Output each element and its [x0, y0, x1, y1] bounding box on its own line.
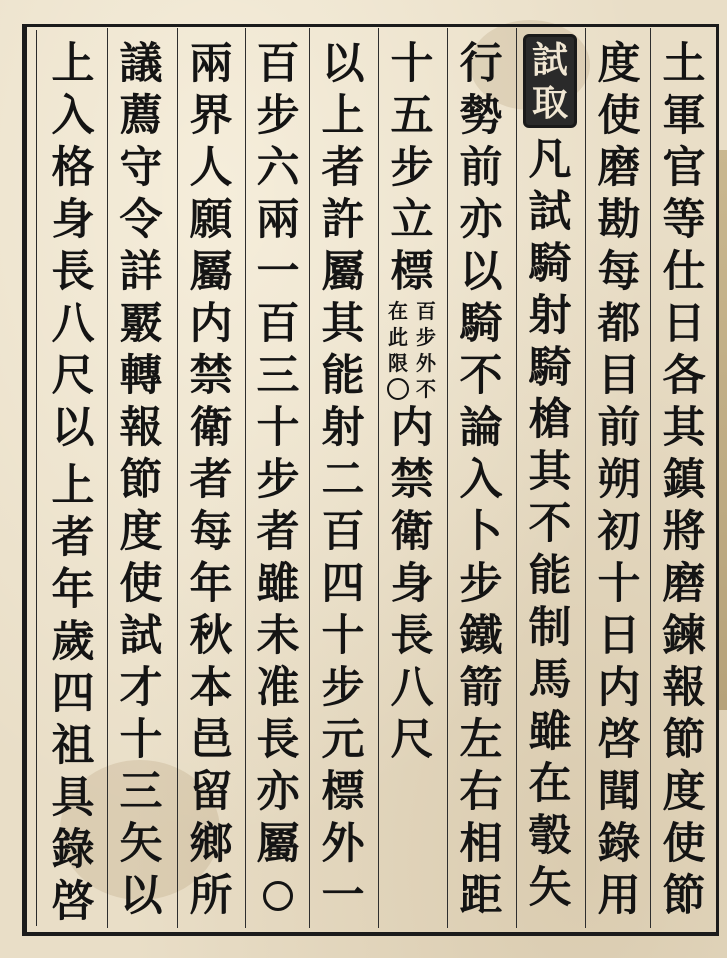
text-char: 報	[119, 403, 163, 453]
text-char: 箭	[459, 663, 503, 713]
annotation-char: 步	[416, 325, 436, 349]
text-char: 身	[390, 559, 434, 609]
text-column-3	[521, 34, 579, 924]
text-char: 步	[459, 559, 503, 609]
column-rule	[447, 28, 448, 928]
text-char: 標	[390, 247, 434, 297]
text-char: 具	[51, 773, 95, 823]
text-char: 目	[597, 351, 641, 401]
text-char: 長	[51, 247, 95, 297]
text-char: 軍	[662, 91, 706, 141]
text-char: 一	[256, 247, 300, 297]
text-column-8	[182, 38, 240, 928]
text-char: 年	[51, 565, 95, 615]
text-char: 啓	[597, 715, 641, 765]
column-rule	[177, 28, 178, 928]
annotation-char: 外	[416, 351, 436, 375]
text-char: 錄	[597, 819, 641, 869]
text-char: 每	[189, 507, 233, 557]
text-char: 未	[256, 611, 300, 661]
circle-mark	[387, 378, 409, 400]
text-char: 度	[597, 39, 641, 89]
text-char: 射	[321, 403, 365, 453]
interlinear-note	[383, 298, 441, 402]
text-char: 令	[119, 195, 163, 245]
text-char: 射	[528, 291, 572, 341]
text-char: 制	[528, 603, 572, 653]
text-char: 左	[459, 715, 503, 765]
text-char: 十	[597, 559, 641, 609]
text-char: 入	[51, 91, 95, 141]
text-char: 槍	[528, 395, 572, 445]
text-char: 使	[662, 819, 706, 869]
text-char: 騎	[459, 299, 503, 349]
text-char: 凡	[528, 135, 572, 185]
text-char: 鄉	[189, 819, 233, 869]
text-char: 者	[51, 513, 95, 563]
text-char: 以	[51, 403, 95, 453]
annotation-char: 不	[416, 377, 436, 401]
text-column-10	[44, 38, 102, 928]
text-char: 屬	[256, 819, 300, 869]
text-char: 朔	[597, 455, 641, 505]
column-rule	[516, 28, 517, 928]
text-char: 其	[662, 403, 706, 453]
text-char: 八	[51, 299, 95, 349]
text-char: 仕	[662, 247, 706, 297]
text-char: 内	[390, 403, 434, 453]
text-char: 磨	[662, 559, 706, 609]
text-char: 禁	[390, 455, 434, 505]
text-char: 本	[189, 663, 233, 713]
text-char: 三	[119, 767, 163, 817]
text-char: 歲	[51, 617, 95, 667]
text-char: 步	[256, 455, 300, 505]
text-char: 標	[321, 767, 365, 817]
annotation-char: 在	[388, 299, 408, 323]
text-char: 其	[528, 447, 572, 497]
text-char: 百	[256, 299, 300, 349]
text-char: 外	[321, 819, 365, 869]
text-char: 不	[528, 499, 572, 549]
text-char: 覈	[119, 299, 163, 349]
annotation-char: 百	[416, 299, 436, 323]
text-char: 才	[119, 663, 163, 713]
column-rule	[585, 28, 586, 928]
text-char: 長	[256, 715, 300, 765]
text-char: 節	[662, 871, 706, 921]
annotation-char: 此	[388, 325, 408, 349]
text-char: 土	[662, 39, 706, 89]
text-char: 鐵	[459, 611, 503, 661]
text-column-7	[249, 38, 307, 928]
circle-mark	[263, 881, 293, 911]
text-char: 步	[390, 143, 434, 193]
text-char: 立	[390, 195, 434, 245]
text-char: 入	[459, 455, 503, 505]
text-char: 其	[321, 299, 365, 349]
text-char: 願	[189, 195, 233, 245]
text-char: 格	[51, 143, 95, 193]
text-char: 亦	[459, 195, 503, 245]
text-char: 能	[528, 551, 572, 601]
text-char: 等	[662, 195, 706, 245]
text-char: 十	[119, 715, 163, 765]
text-char: 度	[662, 767, 706, 817]
column-rule	[378, 28, 379, 928]
text-char: 内	[189, 299, 233, 349]
text-char: 上	[51, 461, 95, 511]
text-char: 初	[597, 507, 641, 557]
text-char: 節	[119, 455, 163, 505]
text-char: 距	[459, 871, 503, 921]
text-char: 矢	[119, 819, 163, 869]
text-char: 節	[662, 715, 706, 765]
text-char: 雖	[256, 559, 300, 609]
text-char: 守	[119, 143, 163, 193]
text-char: 行	[459, 39, 503, 89]
column-rule	[107, 28, 108, 928]
annotation-char: 限	[388, 351, 408, 375]
text-char: 能	[321, 351, 365, 401]
text-char: 百	[321, 507, 365, 557]
text-char: 上	[321, 91, 365, 141]
text-char: 年	[189, 559, 233, 609]
text-char: 前	[459, 143, 503, 193]
text-char: 使	[119, 559, 163, 609]
text-char: 試	[119, 611, 163, 661]
text-char: 日	[597, 611, 641, 661]
text-char: 十	[256, 403, 300, 453]
text-char: 禁	[189, 351, 233, 401]
text-char: 三	[256, 351, 300, 401]
text-char: 屬	[189, 247, 233, 297]
text-char: 四	[51, 669, 95, 719]
text-char: 磨	[597, 143, 641, 193]
text-char: 將	[662, 507, 706, 557]
text-char: 者	[321, 143, 365, 193]
text-char: 錄	[51, 825, 95, 875]
text-char: 矢	[528, 863, 572, 913]
text-char: 騎	[528, 239, 572, 289]
text-char: 兩	[256, 195, 300, 245]
text-char: 界	[189, 91, 233, 141]
text-column-2	[590, 38, 648, 928]
text-char: 使	[597, 91, 641, 141]
text-char: 議	[119, 39, 163, 89]
text-char: 内	[597, 663, 641, 713]
text-char: 長	[390, 611, 434, 661]
text-char: 騎	[528, 343, 572, 393]
text-char: 啓	[51, 877, 95, 927]
text-char: 相	[459, 819, 503, 869]
page-edge	[719, 150, 727, 710]
text-char: 都	[597, 299, 641, 349]
text-char: 薦	[119, 91, 163, 141]
text-column-5	[383, 38, 441, 928]
text-char: 十	[390, 39, 434, 89]
text-char: 許	[321, 195, 365, 245]
text-char: 不	[459, 351, 503, 401]
text-char: 度	[119, 507, 163, 557]
text-char: 屬	[321, 247, 365, 297]
text-char: 四	[321, 559, 365, 609]
text-char: 官	[662, 143, 706, 193]
text-char: 詳	[119, 247, 163, 297]
text-char: 百	[256, 39, 300, 89]
column-rule	[650, 28, 651, 928]
text-column-6	[314, 38, 372, 928]
text-char: 者	[189, 455, 233, 505]
text-char: 彀	[528, 811, 572, 861]
text-char: 者	[256, 507, 300, 557]
column-rule	[309, 28, 310, 928]
text-char: 勢	[459, 91, 503, 141]
text-char: 上	[51, 39, 95, 89]
text-char: 報	[662, 663, 706, 713]
text-char: 秋	[189, 611, 233, 661]
text-char: 留	[189, 767, 233, 817]
text-char: 尺	[390, 715, 434, 765]
text-char: 以	[321, 39, 365, 89]
text-char: 每	[597, 247, 641, 297]
text-char: 兩	[189, 39, 233, 89]
text-char: 八	[390, 663, 434, 713]
text-char: 用	[597, 871, 641, 921]
text-char: 鎮	[662, 455, 706, 505]
text-char: 轉	[119, 351, 163, 401]
text-char: 五	[390, 91, 434, 141]
text-char: 日	[662, 299, 706, 349]
text-char: 試	[528, 187, 572, 237]
text-char: 准	[256, 663, 300, 713]
text-char: 以	[459, 247, 503, 297]
text-char: 在	[528, 759, 572, 809]
text-char: 馬	[528, 655, 572, 705]
text-char: 雖	[528, 707, 572, 757]
heading-char: 取	[531, 82, 568, 124]
text-char: 十	[321, 611, 365, 661]
text-char: 六	[256, 143, 300, 193]
text-char: 所	[189, 871, 233, 921]
text-char: 亦	[256, 767, 300, 817]
text-char: 鍊	[662, 611, 706, 661]
text-char: 前	[597, 403, 641, 453]
text-char: 各	[662, 351, 706, 401]
text-char: 右	[459, 767, 503, 817]
text-column-9	[112, 38, 170, 928]
text-char: 步	[256, 91, 300, 141]
text-char: 人	[189, 143, 233, 193]
text-char: 衛	[390, 507, 434, 557]
text-char: 二	[321, 455, 365, 505]
text-char: 卜	[459, 507, 503, 557]
heading-char: 試	[531, 39, 568, 81]
text-char: 祖	[51, 721, 95, 771]
text-char: 衛	[189, 403, 233, 453]
text-char: 論	[459, 403, 503, 453]
text-char: 邑	[189, 715, 233, 765]
text-char: 元	[321, 715, 365, 765]
text-char: 勘	[597, 195, 641, 245]
column-rule	[245, 28, 246, 928]
text-column-1	[655, 38, 713, 928]
text-char: 尺	[51, 351, 95, 401]
text-char: 聞	[597, 767, 641, 817]
text-char: 以	[119, 871, 163, 921]
text-char: 一	[321, 871, 365, 921]
text-char: 步	[321, 663, 365, 713]
text-column-4	[452, 38, 510, 928]
text-char: 身	[51, 195, 95, 245]
section-heading	[523, 34, 577, 128]
